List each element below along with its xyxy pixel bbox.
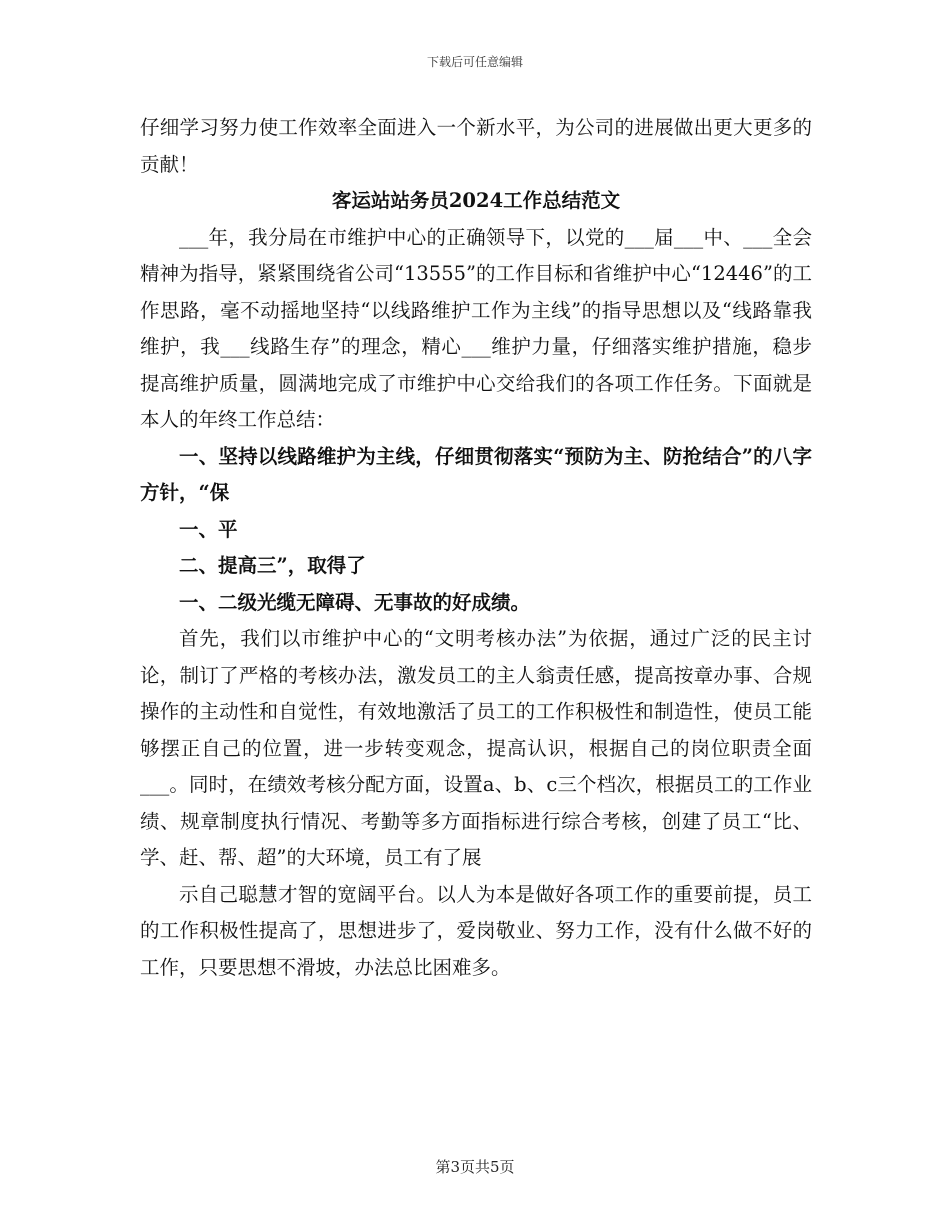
heading-2: 一、平: [179, 517, 238, 541]
paragraph-1: ___年，我分局在市维护中心的正确领导下，以党的___届___中、___全会精神为指导，紧紧围绕省公司“13555”的工作目标和省维护中心“12446”的工作思路，毫不动摇地坚持“以线路维护工作为主线”的指导思想以及“线路靠我维护，我___线路生存”的理念，精心___维护力量，仔细落实维护措施，稳步提高维护质量，圆满地完成了市维护中心交给我们的各项工作任务。下面就是本人的年终工作总结：: [140, 225, 812, 431]
heading-1: 一、坚持以线路维护为主线，仔细贯彻落实“预防为主、防抢结合”的八字方针，“保: [140, 444, 812, 504]
document-body: [140, 110, 812, 986]
paragraph-2: 首先，我们以市维护中心的“文明考核办法”为依据，通过广泛的民主讨论，制订了严格的考核办法，激发员工的主人翁责任感，提高按章办事、合规操作的主动性和自觉性，有效地激活了员工的工作积极性和制造性，使员工能够摆正自己的位置，进一步转变观念，提高认识，根据自己的岗位职责全面___。同时，在绩效考核分配方面，设置a、b、c三个档次，根据员工的工作业绩、规章制度执行情况、考勤等多方面指标进行综合考核，创建了员工“比、学、赶、帮、超”的大环境，员工有了展: [140, 627, 812, 869]
page-number-footer: 第3页共5页: [435, 1158, 515, 1176]
page-header-note: 下载后可任意编辑: [426, 55, 523, 69]
heading-4: 一、二级光缆无障碍、无事故的好成绩。: [179, 590, 531, 614]
heading-3: 二、提高三”，取得了: [179, 554, 366, 577]
intro-paragraph: 仔细学习努力使工作效率全面进入一个新水平，为公司的进展做出更大更多的贡献！: [140, 116, 812, 176]
paragraph-3: 示自己聪慧才智的宽阔平台。以人为本是做好各项工作的重要前提，员工的工作积极性提高了，思想进步了，爱岗敬业、努力工作，没有什么做不好的工作，只要思想不滑坡，办法总比困难多。: [140, 882, 812, 979]
document-title: 客运站站务员2024工作总结范文: [331, 189, 621, 212]
